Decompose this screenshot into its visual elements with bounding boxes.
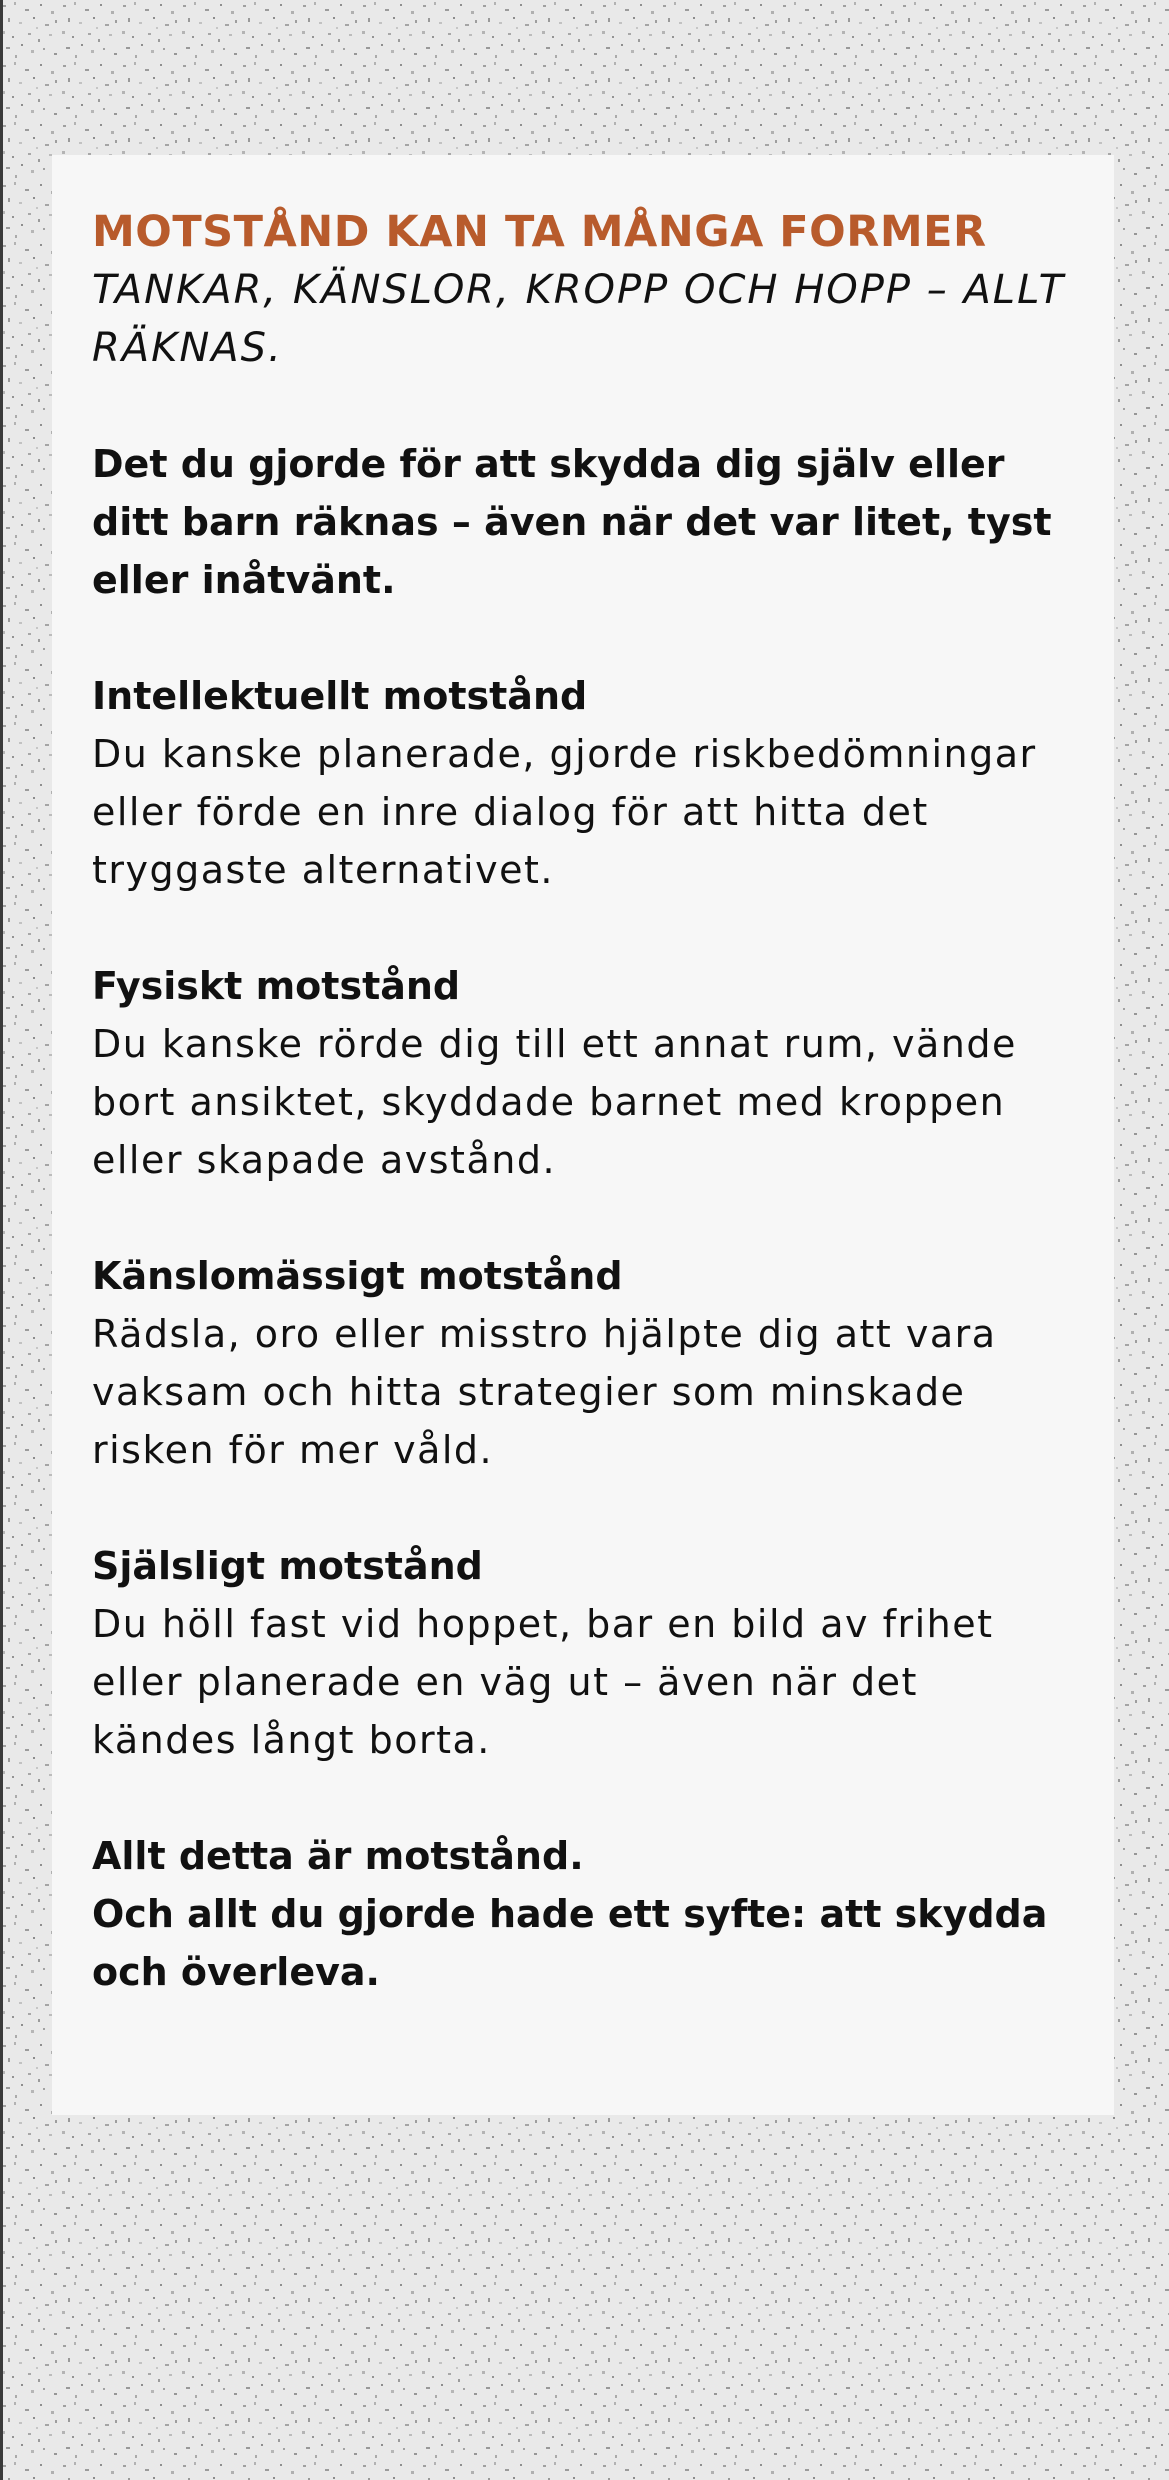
section-title: Intellektuellt motstånd <box>92 674 588 718</box>
section-title: Känslomässigt motstånd <box>92 1254 623 1298</box>
closing-line-1: Allt detta är motstånd. <box>92 1834 584 1878</box>
left-border-line <box>0 0 3 2480</box>
page-title: MOTSTÅND KAN TA MÅNGA FORMER <box>92 207 987 257</box>
section-body: Du kanske planerade, gjorde riskbedömningar eller förde en inre dialog för att hitta det tryggaste alternativet. <box>92 732 1037 892</box>
section-intellectual-resistance <box>92 667 1074 899</box>
page-subtitle: TANKAR, KÄNSLOR, KROPP OCH HOPP – ALLT RÄKNAS. <box>92 267 1066 371</box>
section-spiritual-resistance <box>92 1537 1074 1769</box>
section-emotional-resistance <box>92 1247 1074 1479</box>
section-title: Fysiskt motstånd <box>92 964 461 1008</box>
section-body: Rädsla, oro eller misstro hjälpte dig att vara vaksam och hitta strategier som minskade risken för mer våld. <box>92 1312 997 1472</box>
content-panel <box>52 155 1114 2115</box>
section-physical-resistance <box>92 957 1074 1189</box>
intro-paragraph: Det du gjorde för att skydda dig själv eller ditt barn räknas – även när det var litet, tyst eller inåtvänt. <box>92 442 1052 602</box>
closing-line-2: Och allt du gjorde hade ett syfte: att skydda och överleva. <box>92 1892 1048 1994</box>
closing-statement <box>92 1827 1074 2001</box>
section-body: Du kanske rörde dig till ett annat rum, vände bort ansiktet, skyddade barnet med kroppen eller skapade avstånd. <box>92 1022 1017 1182</box>
section-body: Du höll fast vid hoppet, bar en bild av frihet eller planerade en väg ut – även när det kändes långt borta. <box>92 1602 994 1762</box>
section-title: Själsligt motstånd <box>92 1544 483 1588</box>
